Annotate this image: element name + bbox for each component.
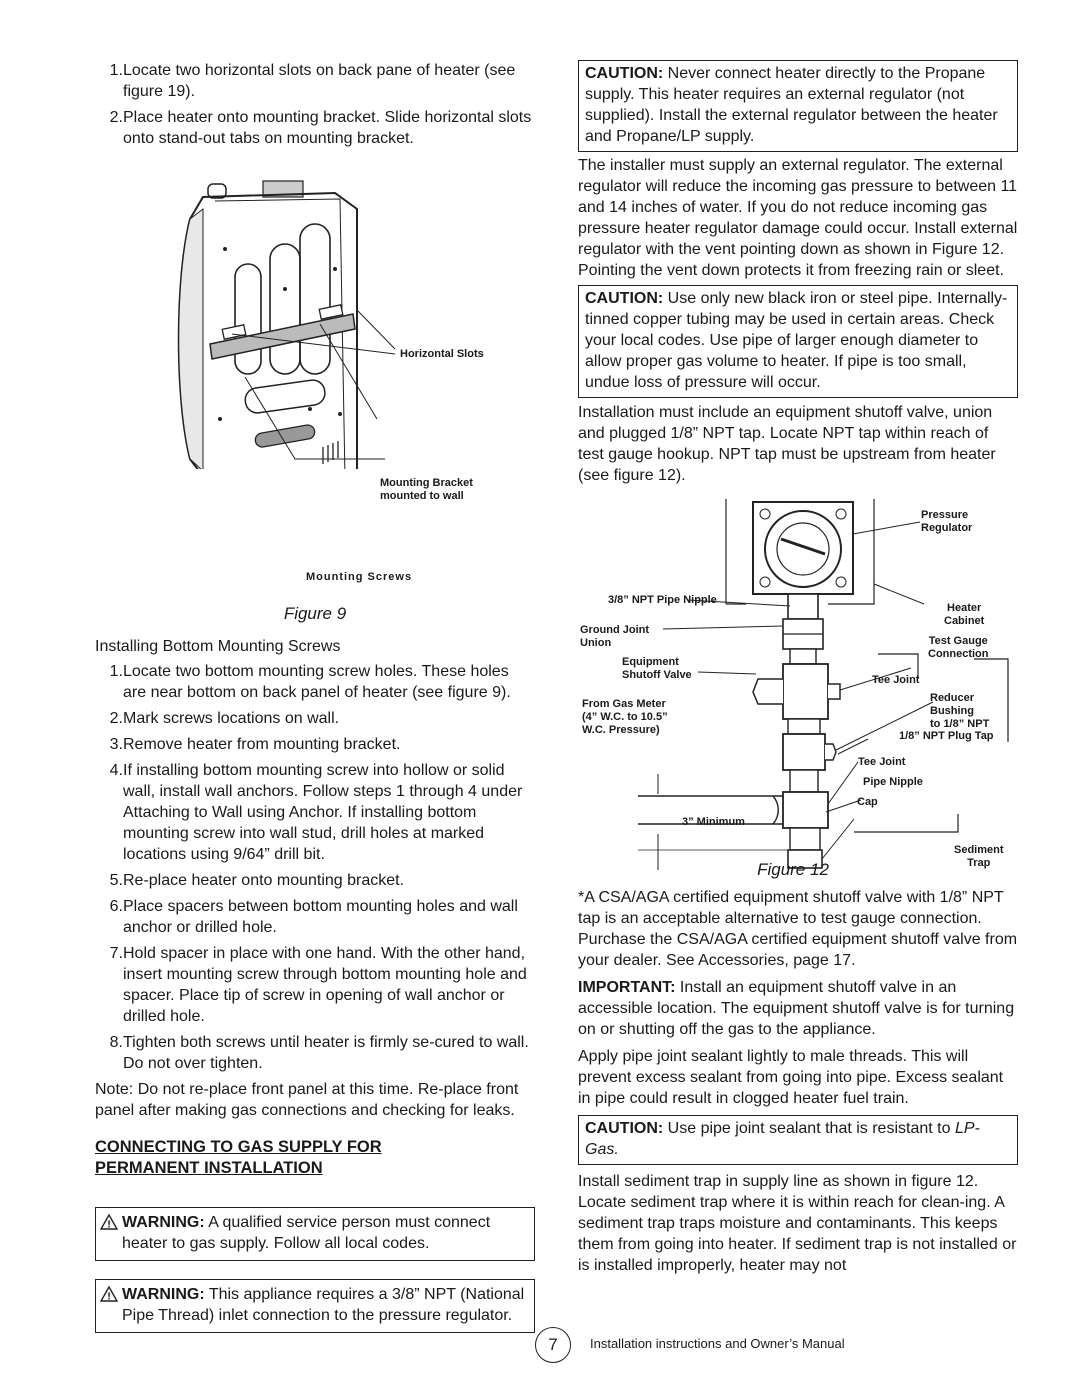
caution-box-sealant: CAUTION: Use pipe joint sealant that is resistant to LP-Gas. xyxy=(578,1115,1018,1165)
caution-box-pipe: CAUTION: Use only new black iron or steel pipe. Internally-tinned copper tubing may be used in certain areas. Check your local codes. Use pipe of larger enough diameter to allow proper gas volume to heater. If pipe is too small, undue loss of pressure will occur. xyxy=(578,285,1018,398)
figure-12-caption: Figure 12 xyxy=(757,860,829,879)
label-ground-joint-union: Ground Joint Union xyxy=(580,624,650,649)
label-heater-cabinet: Heater Cabinet xyxy=(944,602,985,627)
label-tee-joint-upper: Tee Joint xyxy=(872,674,920,686)
label-38-npt-pipe-nipple: 3/8” NPT Pipe Nipple xyxy=(608,594,717,606)
paragraph-pipe-sealant: Apply pipe joint sealant lightly to male threads. This will prevent excess sealant from going into pipe. Excess sealant in pipe could result in clogged heater fuel train. xyxy=(578,1048,1004,1107)
bracket-steps xyxy=(95,60,535,149)
label-mounting-bracket: Mounting Bracket mounted to wall xyxy=(380,477,473,502)
list-item: 4 . If installing bottom mounting screw into hollow or solid wall, install wall anchors. Follow steps 1 through 4 under Attaching to Wall using Anchor. If installing bottom mounting screw into wall stud, drill holes at marked locations using 9/64” drill bit. xyxy=(95,760,535,865)
list-item: 6 . Place spacers between bottom mounting holes and wall anchor or drilled hole. xyxy=(95,896,535,938)
caution-box-propane: CAUTION: Never connect heater directly to the Propane supply. This heater requires an external regulator (not supplied). Install the external regulator between the heater and Propane/LP supply. xyxy=(578,60,1018,152)
left-column xyxy=(95,60,535,1333)
right-column xyxy=(578,60,1018,1276)
label-plug-tap: 1/8” NPT Plug Tap xyxy=(899,730,994,742)
list-item: 1 . Locate two horizontal slots on back pane of heater (see figure 19). xyxy=(95,60,535,102)
warning-box-qualified-person: ! WARNING: A qualified service person must connect heater to gas supply. Follow all local codes. xyxy=(95,1207,535,1261)
svg-text:!: ! xyxy=(107,1219,111,1230)
label-test-gauge-connection: Test Gauge Connection xyxy=(928,635,989,660)
warning-triangle-icon xyxy=(100,1286,118,1302)
warning-box-npt-inlet: ! WARNING: This appliance requires a 3/8” NPT (National Pipe Thread) inlet connection to the pressure regulator. xyxy=(95,1279,535,1333)
gas-connection-diagram xyxy=(578,494,1018,884)
label-reducer-bushing: Reducer Bushing to 1/8” NPT xyxy=(930,692,990,730)
label-from-gas-meter: From Gas Meter (4” W.C. to 10.5” W.C. Pressure) xyxy=(582,698,668,736)
label-equipment-shutoff-valve: Equipment Shutoff Valve xyxy=(622,656,692,681)
figure-9-caption: Figure 9 xyxy=(283,604,347,623)
list-item: 2 . Place heater onto mounting bracket. Slide horizontal slots onto stand-out tabs on mounting bracket. xyxy=(95,107,535,149)
label-pressure-regulator: Pressure Regulator xyxy=(921,509,973,534)
page-number: 7 xyxy=(535,1327,571,1363)
heater-back-illustration xyxy=(95,179,535,469)
label-3-minimum: 3” Minimum xyxy=(682,816,745,828)
label-pipe-nipple: Pipe Nipple xyxy=(863,776,923,788)
figure-12 xyxy=(578,494,1018,884)
label-sediment-trap: Sediment Trap xyxy=(954,844,1004,869)
svg-text:!: ! xyxy=(107,1291,111,1302)
manual-title: Installation instructions and Owner’s Manual xyxy=(590,1336,845,1351)
subheading-bottom-screws: Installing Bottom Mounting Screws xyxy=(95,638,341,655)
warning-triangle-icon xyxy=(100,1214,118,1230)
bottom-screw-steps xyxy=(95,661,535,1074)
paragraph-shutoff-valve: Installation must include an equipment shutoff valve, union and plugged 1/8” NPT tap. Locate NPT tap within reach of test gauge hookup. NPT tap must be upstream from heater (see figure 12). xyxy=(578,404,996,484)
label-mounting-screws: Mounting Screws xyxy=(306,571,413,583)
paragraph-important: IMPORTANT: Install an equipment shutoff valve in an accessible location. The equipment shutoff valve is for turning on or shutting off the gas to the appliance. xyxy=(578,979,1015,1038)
note-front-panel: Note: Do not re-place front panel at this time. Re-place front panel after making gas connections and checking for leaks. xyxy=(95,1081,519,1119)
paragraph-sediment-trap: Install sediment trap in supply line as shown in figure 12. Locate sediment trap where it is within reach for clean-ing. A sediment trap traps moisture and contaminants. This keeps them from going into heater. If sediment trap is not installed or is installed improperly, heater may not xyxy=(578,1173,1017,1274)
list-item: 8 . Tighten both screws until heater is firmly se-cured to wall. Do not over tighten. xyxy=(95,1032,535,1074)
list-item: 2 . Mark screws locations on wall. xyxy=(95,708,535,729)
section-heading-gas-supply: CONNECTING TO GAS SUPPLY FOR PERMANENT INSTALLATION xyxy=(95,1138,382,1177)
list-item: 1 . Locate two bottom mounting screw holes. These holes are near bottom on back panel of heater (see figure 9). xyxy=(95,661,535,703)
figure-9 xyxy=(95,179,535,583)
label-cap: Cap xyxy=(857,796,878,808)
list-item: 5 . Re-place heater onto mounting bracket. xyxy=(95,870,535,891)
label-horizontal-slots: Horizontal Slots xyxy=(400,348,484,360)
label-tee-joint-lower: Tee Joint xyxy=(858,756,906,768)
paragraph-csa-aga: *A CSA/AGA certified equipment shutoff valve with 1/8” NPT tap is an acceptable alternative to test gauge connection. Purchase the CSA/AGA certified equipment shutoff valve from your dealer. See Accessories, page 17. xyxy=(578,889,1018,969)
paragraph-external-regulator: The installer must supply an external regulator. The external regulator will reduce the incoming gas pressure to between 11 and 14 inches of water. If you do not reduce incoming gas pressure heater regulator damage could occur. Install external regulator with the vent pointing down as shown in Figure 12. Pointing the vent down protects it from freezing rain or sleet. xyxy=(578,157,1018,279)
list-item: 3 . Remove heater from mounting bracket. xyxy=(95,734,535,755)
list-item: 7 . Hold spacer in place with one hand. With the other hand, insert mounting screw through bottom mounting hole and spacer. Place tip of screw in opening of wall anchor or drilled hole. xyxy=(95,943,535,1027)
page-footer xyxy=(535,1327,1015,1361)
